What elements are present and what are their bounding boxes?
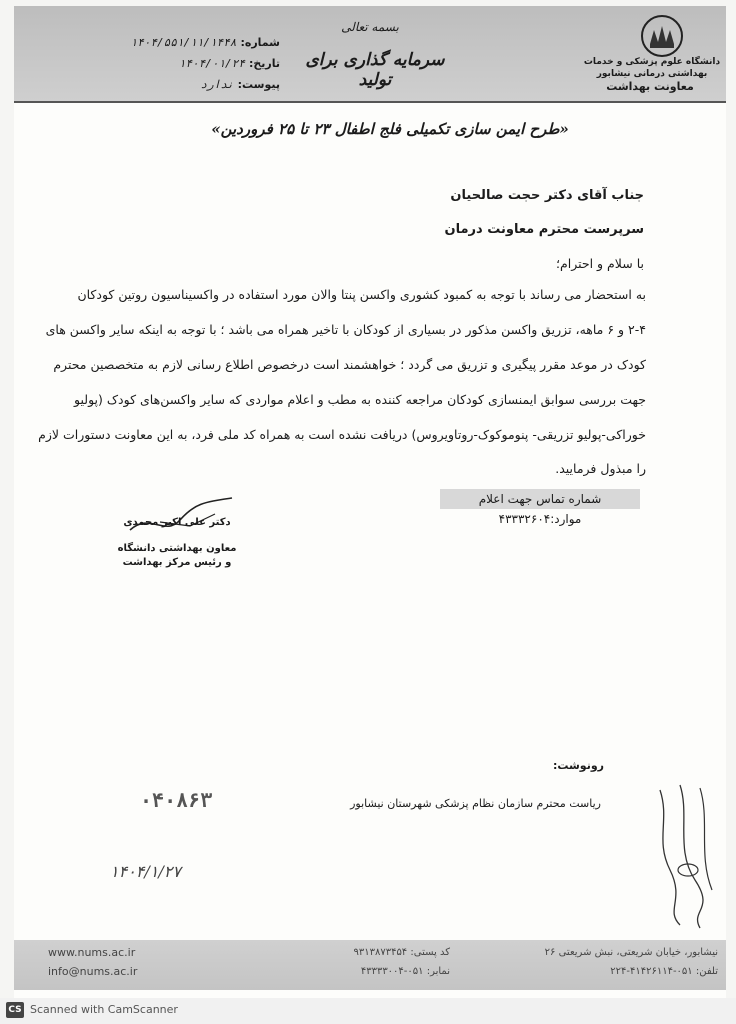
stamp-number: ۰۴۰۸۶۳	[140, 788, 213, 812]
footer-email: info@nums.ac.ir	[48, 965, 138, 978]
footer-fax	[300, 966, 450, 977]
body-line: خوراکی-پولیو تزریقی- پنوموکوک-روتاویروس) دریافت نشده است به همراه کد ملی فرد، به این معاونت دستورات لازم	[38, 427, 646, 442]
body-line: جهت بررسی سوابق ایمنسازی کودکان مراجعه کننده به مطب و اعلام مواردی که سایر واکسن‌های کودک (پولیو	[74, 392, 646, 407]
recipient-title: سرپرست محترم معاونت درمان	[444, 222, 644, 237]
camscanner-logo: CS	[6, 1002, 24, 1018]
university-logo-icon	[640, 14, 684, 58]
letter-number-label: شماره:	[240, 36, 280, 49]
basmala: بسمه تعالی	[341, 20, 399, 34]
letter-date-label: تاریخ:	[248, 57, 280, 70]
signer-name: دکتر علی اکبر محمدی	[123, 517, 231, 528]
contact-number: شماره تماس جهت اعلام موارد:۴۳۳۳۲۶۰۴	[440, 489, 640, 509]
handwritten-note	[640, 780, 730, 930]
footer-phone	[510, 966, 718, 977]
handwritten-date: ۱۴۰۴/۱/۲۷	[110, 862, 181, 881]
footer-postal	[300, 947, 450, 958]
body-line: را مبذول فرمایید.	[555, 461, 646, 476]
letter-attachment	[100, 78, 280, 94]
deputy-name: معاونت بهداشت	[606, 80, 694, 93]
greeting: با سلام و احترام؛	[556, 256, 644, 271]
signer-role: و رئیس مرکز بهداشت	[122, 557, 232, 568]
letter-attachment-label: پیوست:	[237, 78, 280, 91]
cc-recipient: ریاست محترم سازمان نظام پزشکی شهرستان نیشابور	[350, 797, 601, 810]
letterhead-divider	[14, 101, 726, 103]
body-line: ۲-۴ و ۶ ماهه، تزریق واکسن مذکور در بسیاری از کودکان با تاخیر همراه می باشد ؛ با توجه به اینکه سایر واکسن های	[45, 322, 646, 337]
university-name: دانشگاه علوم پزشکی و خدمات بهداشتی درمانی نیشابور	[583, 57, 721, 79]
footer-phone-value: ۰۵۱-۴۱۴۲۶۱۱۴-۲۲۴	[610, 966, 693, 977]
footer-website: www.nums.ac.ir	[48, 946, 136, 959]
letter-number	[100, 36, 280, 52]
footer-postal-label: کد پستی:	[410, 947, 450, 958]
scanner-caption: Scanned with CamScanner	[30, 1003, 178, 1016]
signer-role: معاون بهداشتی دانشگاه	[117, 543, 237, 554]
year-slogan: سرمایه گذاری برای تولید	[305, 50, 445, 90]
letter-date	[100, 57, 280, 73]
letter-attachment-value: ندارد	[200, 78, 234, 91]
recipient-name: جناب آقای دکتر حجت صالحیان	[450, 188, 644, 203]
letter-number-value: ۱۴۰۴/۵۵۱/۱۱/۱۴۴۸	[130, 36, 237, 49]
footer-address: نیشابور، خیابان شریعتی، نبش شریعتی ۲۶	[544, 947, 718, 958]
footer-postal-value: ۹۳۱۳۸۷۳۴۵۴	[353, 947, 408, 958]
body-line: به استحضار می رساند با توجه به کمبود کشوری واکسن پنتا والان مورد استفاده در واکسیناسیون روتین کودکان	[77, 287, 646, 302]
footer-fax-value: ۰۵۱-۴۳۳۳۳۰۰۴	[360, 966, 424, 977]
cc-label: رونوشت:	[552, 759, 604, 772]
body-line: کودک در موعد مقرر پیگیری و تزریق می گردد ؛ خواهشمند است درخصوص اطلاع رسانی لازم به متخصصین محترم	[53, 357, 646, 372]
footer-phone-label: تلفن:	[695, 966, 718, 977]
letter-subject: «طرح ایمن سازی تکمیلی فلج اطفال ۲۳ تا ۲۵ فروردین»	[211, 120, 569, 138]
letter-date-value: ۱۴۰۴/۰۱/۲۴	[178, 57, 245, 70]
footer-fax-label: نمابر:	[426, 966, 450, 977]
